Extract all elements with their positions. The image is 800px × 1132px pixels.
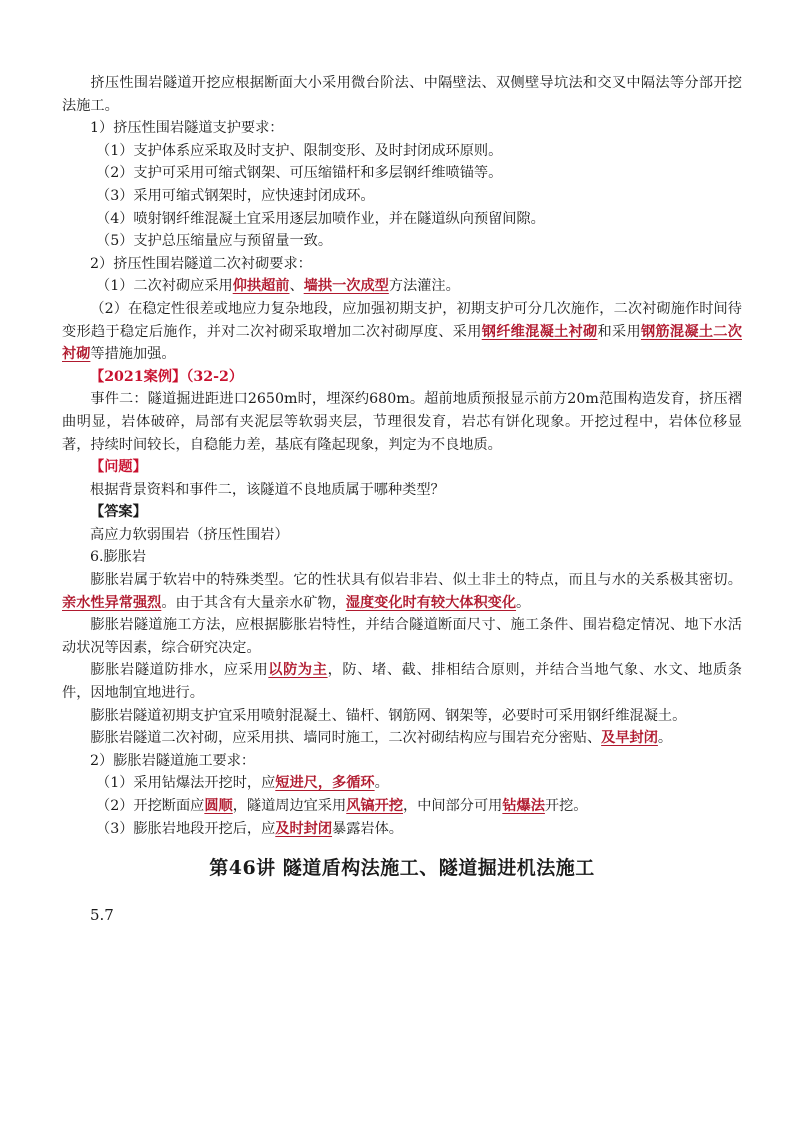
paragraph	[62, 659, 742, 704]
section-number: 5.7	[90, 906, 114, 925]
list-item: （1）支护体系应采取及时支护、限制变形、及时封闭成环原则。	[96, 142, 503, 159]
highlight-term: 钻爆法	[502, 798, 545, 814]
text-run: 、	[289, 278, 304, 295]
text-run: 和采用	[597, 323, 641, 340]
paragraph	[62, 569, 742, 614]
answer-tag: 【答案】	[90, 504, 147, 521]
highlight-term: 湿度变化时有较大体积变化	[345, 594, 517, 611]
answer-text: 高应力软弱围岩（挤压性围岩）	[90, 526, 289, 543]
list-item: （5）支护总压缩量应与预留量一致。	[96, 233, 333, 250]
text-run: （1）二次衬砌应采用	[96, 278, 233, 295]
highlight-term: 以防为主	[268, 662, 328, 679]
section-title-squeezing-lining: 2）挤压性围岩隧道二次衬砌要求：	[90, 255, 312, 272]
text-run: （2）在稳定性很差或地应力复杂地段，应加强初期支护，初期支护可分几次施作，二次衬砌施作时间待变形趋于稳定后施作，并对二次衬砌采取增加二次衬砌厚度、采用	[62, 300, 742, 340]
text-run: 。	[657, 730, 673, 747]
text-run: 。	[374, 775, 389, 792]
text-run: （2）开挖断面应	[96, 798, 205, 814]
question-tag: 【问题】	[90, 459, 147, 476]
text-run: 方法灌注。	[388, 278, 460, 295]
text-run: 膨胀岩隧道二次衬砌，应采用拱、墙同时施工，二次衬砌结构应与围岩充分密贴、	[90, 730, 602, 747]
highlight-term: 墙拱一次成型	[303, 278, 389, 295]
highlight-term: 及早封闭	[601, 730, 658, 747]
list-item	[62, 275, 742, 298]
intro-paragraph: 挤压性围岩隧道开挖应根据断面大小采用微台阶法、中隔壁法、双侧壁导坑法和交叉中隔法等分部开挖法施工。	[62, 75, 742, 114]
text-run: 膨胀岩隧道防排水，应采用	[90, 662, 269, 679]
text-run: 暴露岩体。	[332, 820, 403, 837]
text-run: ，隧道周边宜采用	[232, 798, 347, 814]
text-run: ，中间部分可用	[403, 798, 503, 814]
highlight-term: 钢筋混凝土二次衬砌	[62, 323, 742, 363]
document-page	[62, 72, 742, 927]
list-item: （2）支护可采用可缩式钢架、可压缩锚杆和多层钢纤维喷锚等。	[96, 165, 503, 182]
text-run: 。	[516, 594, 531, 611]
paragraph: 膨胀岩隧道施工方法，应根据膨胀岩特性，并结合隧道断面尺寸、施工条件、围岩稳定情况、地下水活动状况等因素，综合研究决定。	[62, 617, 742, 656]
case-tag: 【2021案例】	[90, 368, 187, 385]
list-item	[62, 298, 742, 366]
section-title-expansive-rock: 6.膨胀岩	[90, 549, 147, 566]
answer-header	[62, 501, 742, 524]
text-run: （1）采用钻爆法开挖时，应	[96, 775, 276, 792]
text-run: ，防、堵、截、排相结合原则，并结合当地气象、水文、地质条件，因地制宜地进行。	[62, 662, 742, 702]
highlight-term: 风镐开挖	[346, 798, 404, 814]
list-item	[62, 818, 742, 841]
text-run: （3）膨胀岩地段开挖后，应	[96, 820, 276, 837]
list-item	[62, 795, 742, 818]
question-header	[62, 456, 742, 479]
text-run: 。由于其含有大量亲水矿物，	[161, 594, 346, 611]
text-run: 膨胀岩属于软岩中的特殊类型。它的性状具有似岩非岩、似土非土的特点，而且与水的关系极其密切。	[90, 572, 742, 589]
list-item: （4）喷射钢纤维混凝土宜采用逐层加喷作业，并在隧道纵向预留间隙。	[96, 210, 545, 227]
text-run: 等措施加强。	[90, 346, 176, 363]
highlight-term: 圆顺	[204, 798, 233, 814]
highlight-term: 亲水性异常强烈	[62, 594, 162, 611]
case-code: （32-2）	[186, 368, 244, 385]
section-title-expansive-construction: 2）膨胀岩隧道施工要求：	[90, 752, 256, 769]
lecture-heading: 第46讲 隧道盾构法施工、隧道掘进机法施工	[209, 857, 595, 880]
list-item: （3）采用可缩式钢架时，应快速封闭成环。	[96, 187, 375, 204]
highlight-term: 仰拱超前	[232, 278, 290, 295]
section-title-squeezing-support: 1）挤压性围岩隧道支护要求：	[90, 120, 284, 137]
list-item	[62, 772, 742, 795]
highlight-term: 短进尺，多循环	[275, 775, 375, 792]
text-run: 开挖。	[544, 798, 588, 814]
event-paragraph: 事件二：隧道掘进距进口2650m时，埋深约680m。超前地质预报显示前方20m范围构造发育，挤压褶曲明显，岩体破碎，局部有夹泥层等软弱夹层，节理很发育，岩芯有饼化现象。开挖过程中，岩体位移显著，持续时间较长，自稳能力差，基底有隆起现象，判定为不良地质。	[62, 391, 742, 453]
paragraph	[62, 727, 742, 750]
highlight-term: 及时封闭	[275, 820, 333, 837]
case-header	[62, 366, 742, 389]
highlight-term: 钢纤维混凝土衬砌	[481, 323, 598, 340]
question-text: 根据背景资料和事件二，该隧道不良地质属于哪种类型？	[90, 481, 445, 498]
paragraph: 膨胀岩隧道初期支护宜采用喷射混凝土、锚杆、钢筋网、钢架等，必要时可采用钢纤维混凝土。	[90, 707, 687, 724]
